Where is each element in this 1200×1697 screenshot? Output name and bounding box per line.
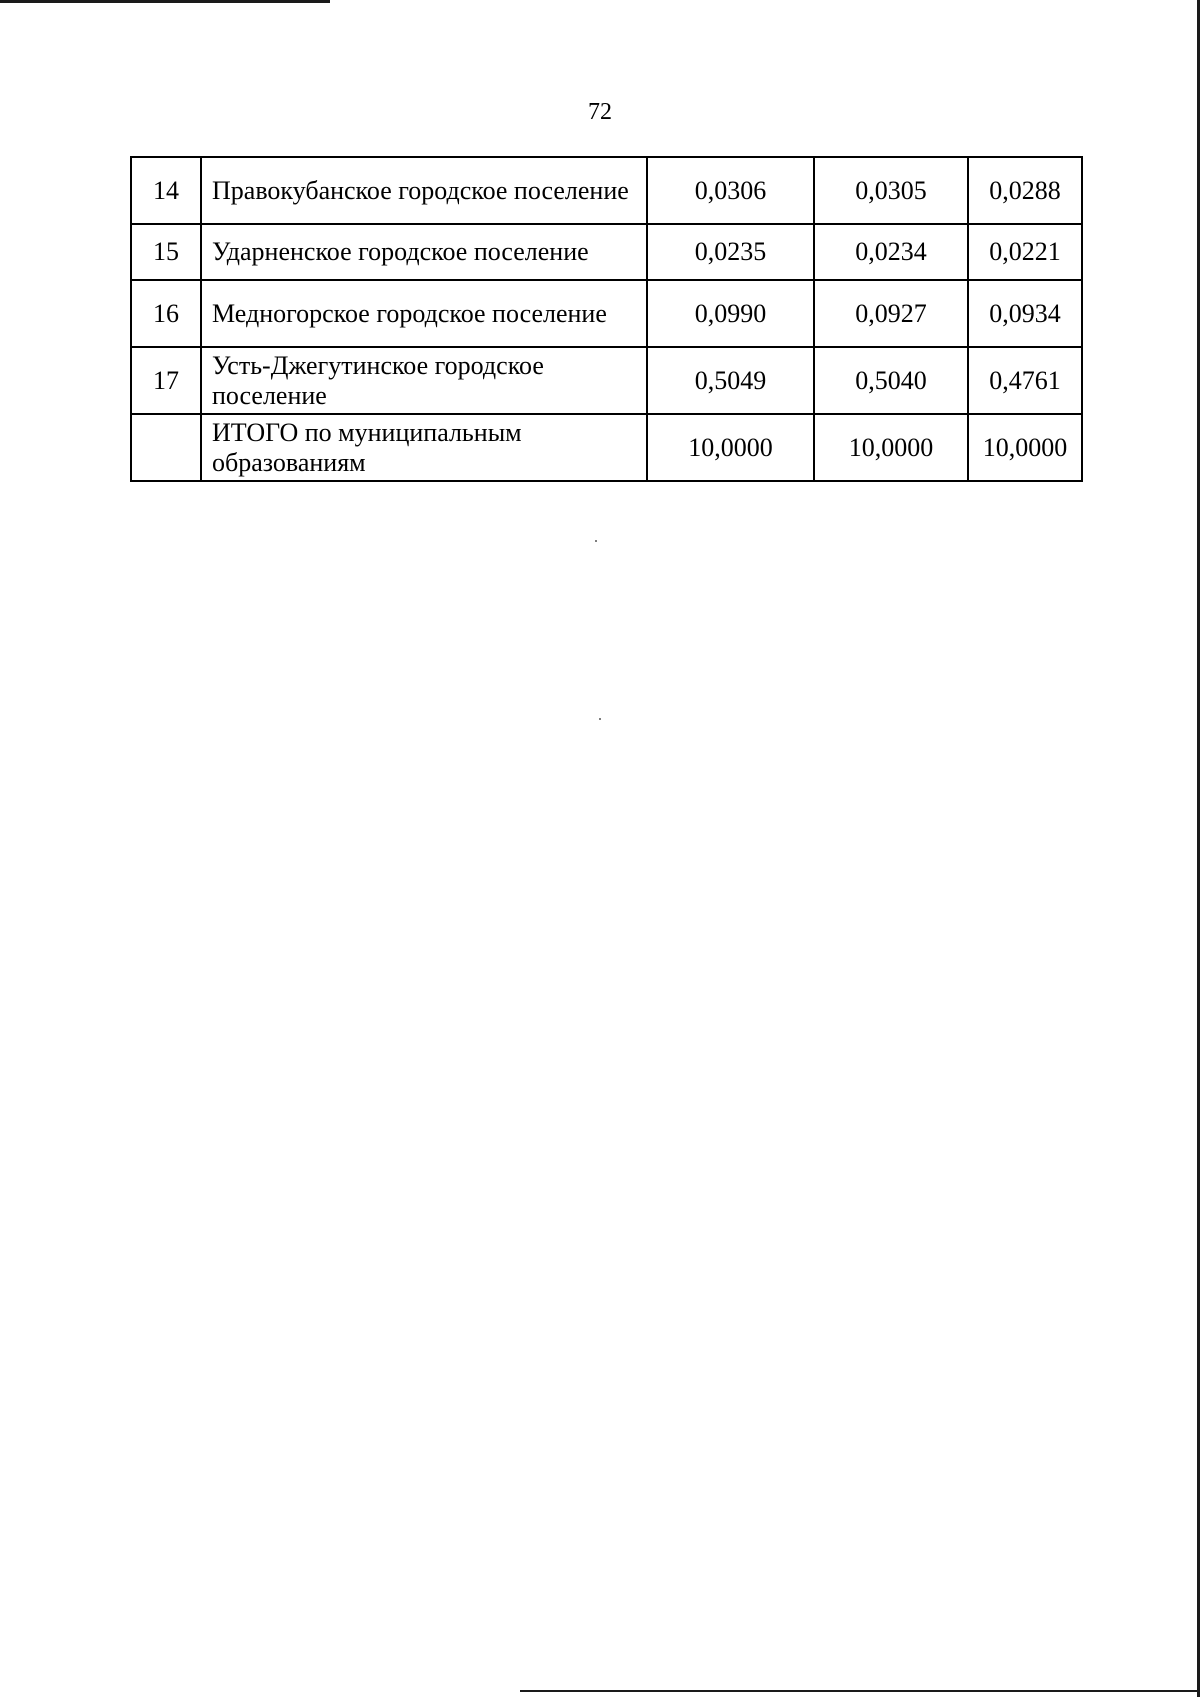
row-number [131,414,201,481]
value-col-2: 0,5040 [814,347,968,414]
page-number: 72 [588,99,612,125]
total-value-col-3: 10,0000 [968,414,1082,481]
scan-edge-top [0,0,330,3]
municipality-name: Правокубанское городское поселение [201,157,647,224]
scan-edge-bottom [520,1690,1200,1692]
municipality-name: Медногорское городское поселение [201,280,647,347]
row-number: 15 [131,224,201,280]
scan-speck [599,718,601,720]
row-number: 14 [131,157,201,224]
total-value-col-1: 10,0000 [647,414,814,481]
value-col-3: 0,0934 [968,280,1082,347]
total-label: ИТОГО по муниципальным образованиям [201,414,647,481]
value-col-3: 0,0221 [968,224,1082,280]
row-number: 17 [131,347,201,414]
table-row [131,347,1082,414]
value-col-3: 0,4761 [968,347,1082,414]
value-col-2: 0,0234 [814,224,968,280]
row-number: 16 [131,280,201,347]
value-col-1: 0,0306 [647,157,814,224]
municipality-name: Ударненское городское поселение [201,224,647,280]
value-col-1: 0,0990 [647,280,814,347]
table-row [131,157,1082,224]
value-col-1: 0,0235 [647,224,814,280]
table-row [131,280,1082,347]
scan-speck [595,540,597,542]
total-value-col-2: 10,0000 [814,414,968,481]
value-col-2: 0,0305 [814,157,968,224]
value-col-1: 0,5049 [647,347,814,414]
table-row [131,224,1082,280]
value-col-3: 0,0288 [968,157,1082,224]
total-row [131,414,1082,481]
value-col-2: 0,0927 [814,280,968,347]
allocation-table [130,156,1083,482]
municipality-name: Усть-Джегутинское городское поселение [201,347,647,414]
